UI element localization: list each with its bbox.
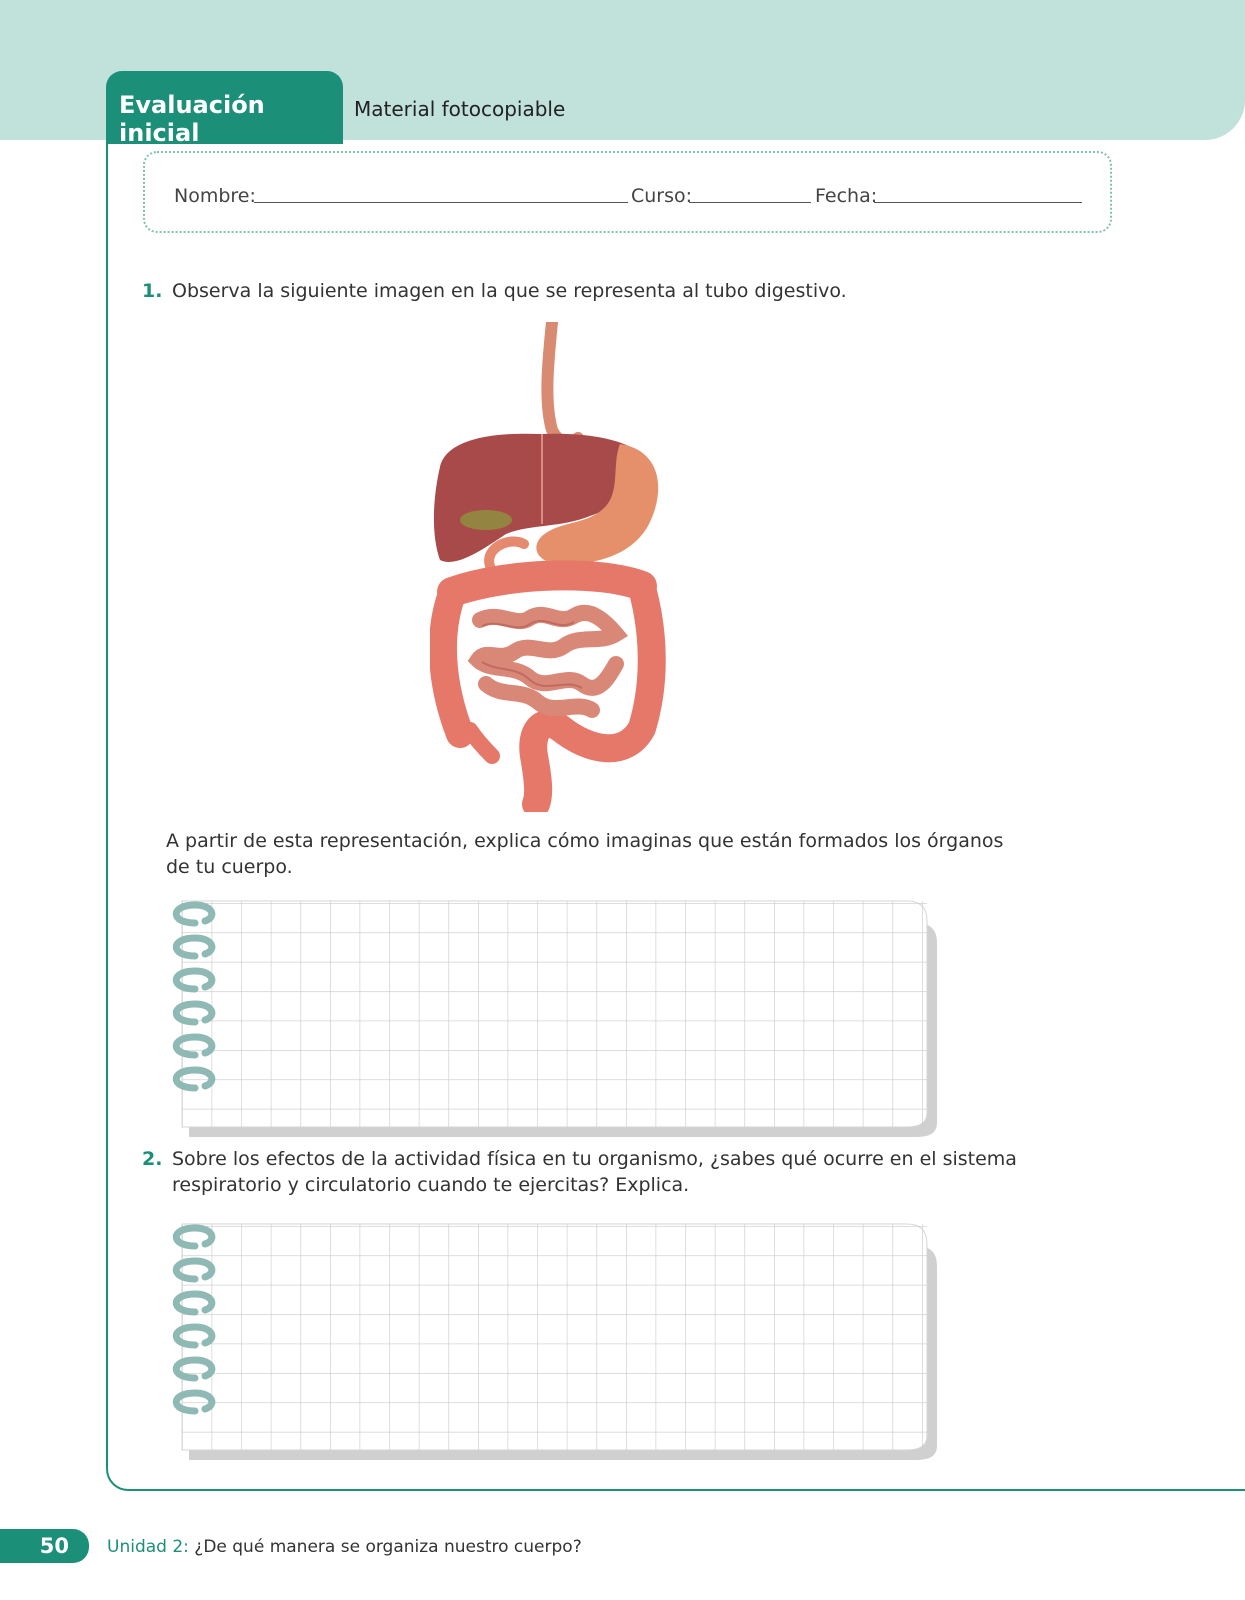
- course-field[interactable]: [689, 202, 811, 203]
- footer-unit-title: [107, 1537, 582, 1557]
- footer-unit-question: ¿De qué manera se organiza nuestro cuerpo?: [188, 1537, 582, 1557]
- date-label: Fecha:: [815, 185, 878, 207]
- question-1-followup-line1: A partir de esta representación, explica cómo imaginas que están formados los órganos: [166, 830, 1004, 852]
- question-1-followup-line2: de tu cuerpo.: [166, 856, 293, 878]
- material-label: Material fotocopiable: [354, 97, 566, 121]
- answer-notebook-2[interactable]: [165, 1218, 947, 1463]
- student-info-box: [143, 151, 1112, 233]
- footer-unit-label: Unidad 2:: [107, 1537, 189, 1557]
- course-label: Curso:: [631, 185, 693, 207]
- date-field[interactable]: [874, 202, 1082, 203]
- question-2-line2: respiratorio y circulatorio cuando te ejercitas? Explica.: [172, 1174, 690, 1196]
- question-1-number: 1.: [142, 280, 163, 302]
- digestive-system-illustration: [430, 322, 680, 812]
- question-2-line1: Sobre los efectos de la actividad física en tu organismo, ¿sabes qué ocurre en el sistema: [172, 1148, 1017, 1170]
- section-title: Evaluación inicial: [119, 91, 265, 147]
- section-tab: [106, 71, 343, 147]
- question-1-prompt: Observa la siguiente imagen en la que se representa al tubo digestivo.: [172, 280, 847, 302]
- page-number-tab: [0, 1529, 89, 1563]
- name-label: Nombre:: [174, 185, 256, 207]
- question-2-number: 2.: [142, 1148, 163, 1170]
- page-number: 50: [39, 1534, 69, 1558]
- name-field[interactable]: [254, 202, 628, 203]
- answer-notebook-1[interactable]: [165, 895, 947, 1140]
